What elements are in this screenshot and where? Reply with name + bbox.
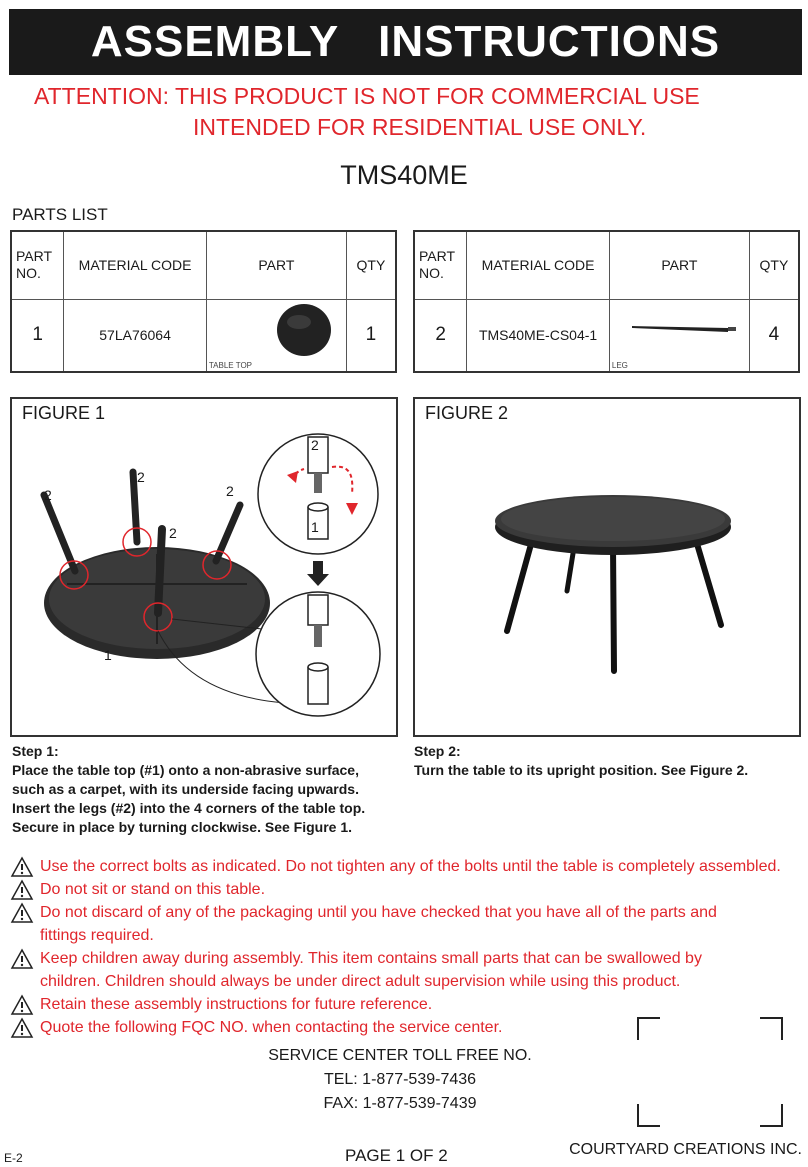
warnings-list — [10, 855, 805, 1039]
material-code: TMS40ME-CS04-1 — [467, 299, 610, 372]
document-code: E-2 — [4, 1151, 23, 1165]
warning-item — [10, 947, 805, 993]
col-material-code: MATERIAL CODE — [64, 231, 207, 299]
part-caption: LEG — [611, 360, 628, 370]
col-material-code: MATERIAL CODE — [467, 231, 610, 299]
leg-label: 2 — [169, 525, 177, 541]
warning-item — [10, 855, 805, 878]
fqc-number-frame — [636, 1016, 784, 1128]
page-title: ASSEMBLY INSTRUCTIONS — [90, 17, 721, 66]
warning-text: fittings required. — [40, 927, 154, 944]
warning-text: Use the correct bolts as indicated. Do not tighten any of the bolts until the table is completely assembled. — [40, 858, 781, 875]
model-number: TMS40ME — [340, 160, 468, 190]
table-leg-icon — [610, 300, 748, 368]
figure-2-title: FIGURE 2 — [425, 403, 509, 423]
step-1-line: Place the table top (#1) onto a non-abrasive surface, — [12, 762, 359, 778]
leg-label: 2 — [137, 469, 145, 485]
warning-text: Quote the following FQC NO. when contacting the service center. — [40, 1019, 503, 1036]
leg-label: 2 — [44, 487, 52, 503]
part-caption: TABLE TOP — [208, 360, 253, 370]
header-bar — [9, 9, 802, 75]
warning-text: children. Children should always be under direct adult supervision while using this product. — [40, 973, 681, 990]
figure-1 — [10, 397, 398, 737]
warning-item — [10, 901, 805, 947]
col-part-no: PART NO. — [414, 231, 467, 299]
parts-table-right — [413, 230, 800, 373]
warning-text: Retain these assembly instructions for future reference. — [40, 996, 433, 1013]
col-part-no: PART NO. — [11, 231, 64, 299]
warning-triangle-icon — [10, 994, 34, 1016]
warning-text: Keep children away during assembly. This item contains small parts that can be swallowed by — [40, 950, 702, 967]
company-name: COURTYARD CREATIONS INC. — [569, 1141, 802, 1158]
figure-2-illustration — [415, 399, 799, 735]
warning-item — [10, 993, 805, 1016]
col-qty: QTY — [749, 231, 799, 299]
step-1-line: Secure in place by turning clockwise. See Figure 1. — [12, 819, 353, 835]
parts-table-left — [10, 230, 397, 373]
col-part: PART — [206, 231, 346, 299]
figure-1-illustration — [12, 399, 396, 735]
arrow-down-icon — [307, 561, 329, 586]
parts-list-heading: PARTS LIST — [12, 205, 108, 224]
step-2 — [414, 742, 804, 780]
step-2-line: Turn the table to its upright position. See Figure 2. — [414, 762, 749, 778]
warning-text: Do not discard of any of the packaging until you have checked that you have all of the parts and — [40, 904, 717, 921]
material-code: 57LA76064 — [64, 299, 207, 372]
step-2-heading: Step 2: — [414, 743, 461, 759]
step-1-heading: Step 1: — [12, 743, 59, 759]
leg-label: 2 — [226, 483, 234, 499]
col-qty: QTY — [346, 231, 396, 299]
warning-triangle-icon — [10, 948, 34, 970]
service-fax: FAX: 1-877-539-7439 — [323, 1095, 477, 1112]
table-top-label: 1 — [104, 647, 112, 663]
warning-triangle-icon — [10, 879, 34, 901]
part-qty: 4 — [749, 299, 799, 372]
step-1-line: Insert the legs (#2) into the 4 corners of the table top. — [12, 800, 366, 816]
warning-triangle-icon — [10, 1017, 34, 1039]
service-tel: TEL: 1-877-539-7436 — [323, 1071, 477, 1088]
warning-item — [10, 878, 805, 901]
warning-triangle-icon — [10, 902, 34, 924]
attention-line-1: ATTENTION: THIS PRODUCT IS NOT FOR COMMERCIAL USE — [34, 83, 700, 109]
part-row-1 — [11, 299, 396, 372]
warning-text: Do not sit or stand on this table. — [40, 881, 266, 898]
col-part: PART — [609, 231, 749, 299]
attention-line-2: INTENDED FOR RESIDENTIAL USE ONLY. — [193, 114, 647, 140]
page-number: PAGE 1 OF 2 — [345, 1146, 448, 1165]
step-1 — [12, 742, 402, 837]
figure-1-title: FIGURE 1 — [22, 403, 106, 423]
part-image-cell — [206, 299, 346, 372]
step-1-line: such as a carpet, with its underside facing upwards. — [12, 781, 359, 797]
part-image-cell — [609, 299, 749, 372]
table-top-icon — [207, 300, 345, 368]
zoom-top-label: 1 — [311, 519, 319, 535]
part-qty: 1 — [346, 299, 396, 372]
part-number: 1 — [11, 299, 64, 372]
service-heading: SERVICE CENTER TOLL FREE NO. — [268, 1047, 532, 1064]
zoom-leg-label: 2 — [311, 437, 319, 453]
warning-triangle-icon — [10, 856, 34, 878]
part-row-2 — [414, 299, 799, 372]
part-number: 2 — [414, 299, 467, 372]
figure-2 — [413, 397, 801, 737]
